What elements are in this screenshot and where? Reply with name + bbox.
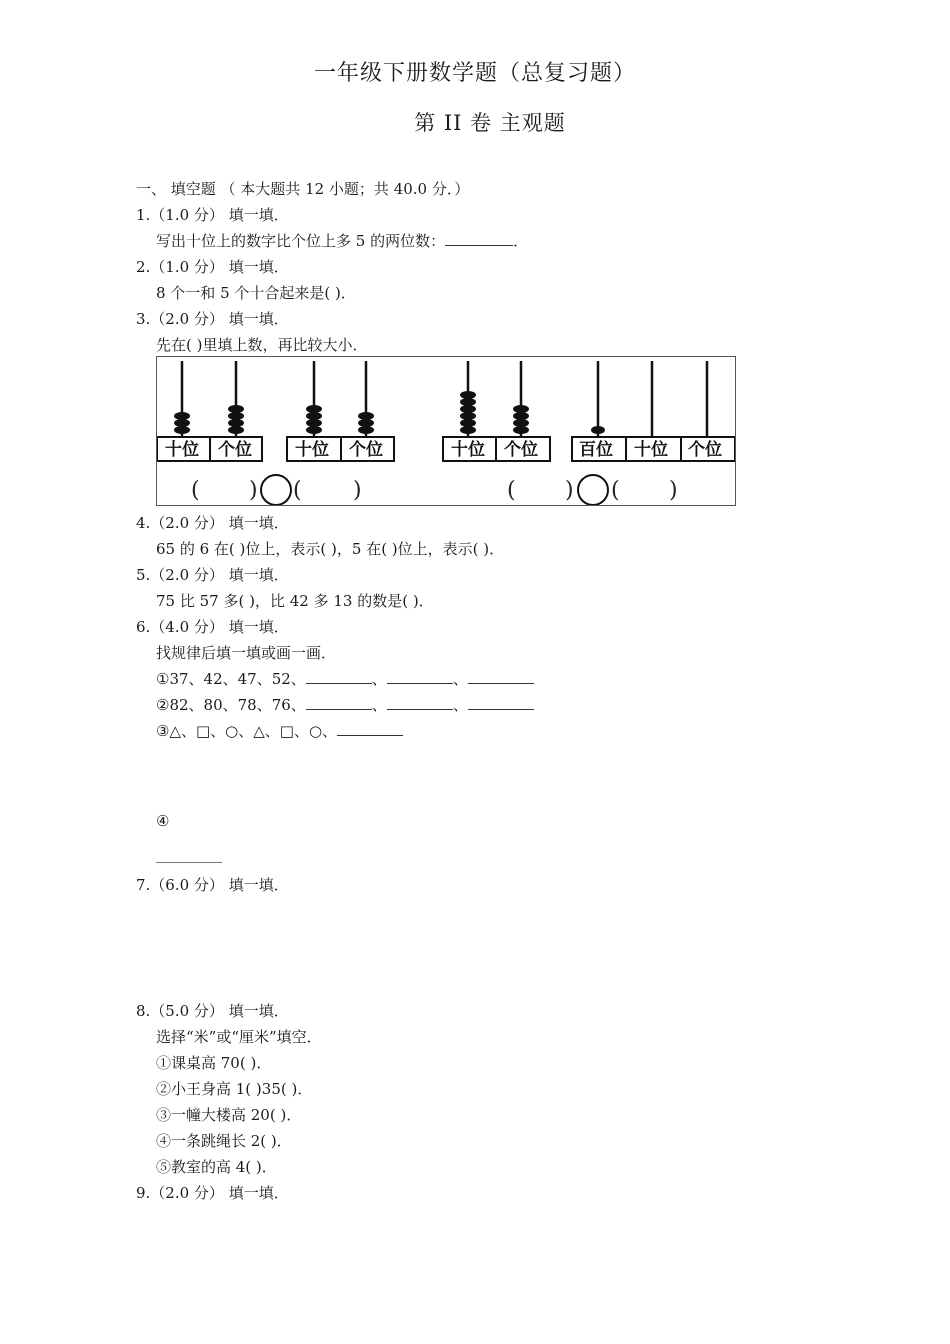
bead-stack: [306, 405, 322, 434]
question-9-head: 9.（2.0 分） 填一填．: [136, 1184, 289, 1202]
abacus-bead: [174, 412, 190, 420]
question-6-item-4: ④: [156, 812, 170, 830]
place-label-hundreds: 百位: [579, 440, 613, 460]
bead-stack: [358, 412, 374, 434]
question-1-text: [156, 230, 528, 251]
question-4-head: 4.（2.0 分） 填一填．: [136, 514, 289, 532]
page-subtitle: 第 II 卷 主观题: [414, 111, 566, 135]
abacus-bead: [513, 405, 529, 413]
abacus-bead: [460, 412, 476, 420]
abacus-bead: [228, 426, 244, 434]
answer-blank[interactable]: [387, 695, 453, 710]
separator: 、: [452, 670, 468, 688]
question-3-head: 3.（2.0 分） 填一填．: [136, 310, 289, 328]
question-8-head: 8.（5.0 分） 填一填．: [136, 1002, 289, 1020]
abacus-group-4: [572, 361, 735, 461]
abacus-bead: [306, 426, 322, 434]
abacus-bead: [228, 412, 244, 420]
answer-blank[interactable]: [156, 862, 222, 863]
comparison-row-2: [507, 475, 678, 505]
close-paren: ): [669, 478, 678, 503]
question-1-head: 1.（1.0 分） 填一填．: [136, 206, 289, 224]
answer-blank[interactable]: [337, 721, 403, 736]
abacus-bead: [591, 426, 605, 434]
close-paren: ): [249, 478, 258, 503]
answer-blank[interactable]: [306, 695, 372, 710]
abacus-bead: [460, 419, 476, 427]
abacus-bead: [174, 426, 190, 434]
bead-stack: [174, 412, 190, 434]
question-1-prompt: 写出十位上的数字比个位上多 5 的两位数：: [156, 232, 446, 250]
abacus-bead: [358, 412, 374, 420]
question-7-head: 7.（6.0 分） 填一填．: [136, 876, 289, 894]
question-8-item-4: ④一条跳绳长 2( )．: [156, 1132, 292, 1150]
place-label-tens: 十位: [634, 440, 668, 460]
abacus-bead: [460, 405, 476, 413]
question-8-intro: 选择“米”或“厘米”填空．: [156, 1028, 322, 1046]
question-5-head: 5.（2.0 分） 填一填．: [136, 566, 289, 584]
sequence-2: ②82、80、78、76、: [156, 696, 306, 714]
sequence-3: ③△、□、○、△、□、○、: [156, 722, 338, 740]
question-6-head: 6.（4.0 分） 填一填．: [136, 618, 289, 636]
separator: 、: [371, 696, 387, 714]
place-label-ones: 个位: [218, 440, 252, 460]
abacus-bead: [460, 391, 476, 399]
abacus-figure: [156, 356, 736, 506]
abacus-group-2: [287, 361, 394, 461]
abacus-bead: [174, 419, 190, 427]
question-6-item-3: [156, 720, 403, 741]
abacus-bead: [513, 412, 529, 420]
answer-blank[interactable]: [445, 231, 513, 246]
open-paren: (: [293, 478, 302, 503]
abacus-bead: [228, 405, 244, 413]
place-label-ones: 个位: [504, 440, 538, 460]
close-paren: ): [353, 478, 362, 503]
question-5-text: 75 比 57 多( )，比 42 多 13 的数是( )．: [156, 592, 434, 610]
place-label-ones: 个位: [688, 440, 722, 460]
compare-circle[interactable]: [261, 475, 291, 505]
answer-blank[interactable]: [468, 695, 534, 710]
comparison-row-1: [191, 475, 362, 505]
sequence-1: ①37、42、47、52、: [156, 670, 306, 688]
place-label-tens: 十位: [451, 440, 485, 460]
open-paren: (: [507, 478, 516, 503]
abacus-group-3: [443, 361, 550, 461]
answer-blank[interactable]: [387, 669, 453, 684]
question-2-head: 2.（1.0 分） 填一填．: [136, 258, 289, 276]
close-paren: ): [565, 478, 574, 503]
abacus-bead: [306, 405, 322, 413]
section-heading: 一、 填空题 （ 本大题共 12 小题；共 40.0 分．）: [136, 180, 470, 198]
abacus-group-1: [157, 361, 262, 461]
question-8-item-5: ⑤教室的高 4( )．: [156, 1158, 277, 1176]
question-4-text: 65 的 6 在( )位上，表示( )，5 在( )位上，表示( )．: [156, 540, 505, 558]
open-paren: (: [191, 478, 200, 503]
question-6-intro: 找规律后填一填或画一画．: [156, 644, 337, 662]
answer-blank[interactable]: [306, 669, 372, 684]
compare-circle[interactable]: [578, 475, 608, 505]
bead-stack: [513, 405, 529, 434]
abacus-bead: [228, 419, 244, 427]
abacus-bead: [513, 426, 529, 434]
abacus-bead: [513, 419, 529, 427]
separator: 、: [371, 670, 387, 688]
question-6-item-1: [156, 668, 534, 689]
question-6-item-2: [156, 694, 534, 715]
abacus-bead: [460, 398, 476, 406]
question-3-text: 先在( )里填上数，再比较大小．: [156, 336, 368, 354]
question-8-item-3: ③一幢大楼高 20( )．: [156, 1106, 302, 1124]
page-title: 一年级下册数学题（总复习题）: [313, 61, 636, 86]
question-1-end: ．: [513, 232, 529, 250]
abacus-bead: [358, 419, 374, 427]
place-label-ones: 个位: [349, 440, 383, 460]
abacus-bead: [358, 426, 374, 434]
place-label-tens: 十位: [295, 440, 329, 460]
open-paren: (: [611, 478, 620, 503]
abacus-bead: [306, 419, 322, 427]
abacus-svg: [157, 357, 735, 505]
question-8-item-1: ①课桌高 70( )．: [156, 1054, 272, 1072]
question-2-text: 8 个一和 5 个十合起来是( )．: [156, 284, 356, 302]
abacus-bead: [460, 426, 476, 434]
place-label-tens: 十位: [165, 440, 199, 460]
answer-blank[interactable]: [468, 669, 534, 684]
abacus-bead: [306, 412, 322, 420]
question-8-item-2: ②小王身高 1( )35( )．: [156, 1080, 313, 1098]
bead-stack: [460, 391, 476, 434]
separator: 、: [452, 696, 468, 714]
bead-stack: [228, 405, 244, 434]
